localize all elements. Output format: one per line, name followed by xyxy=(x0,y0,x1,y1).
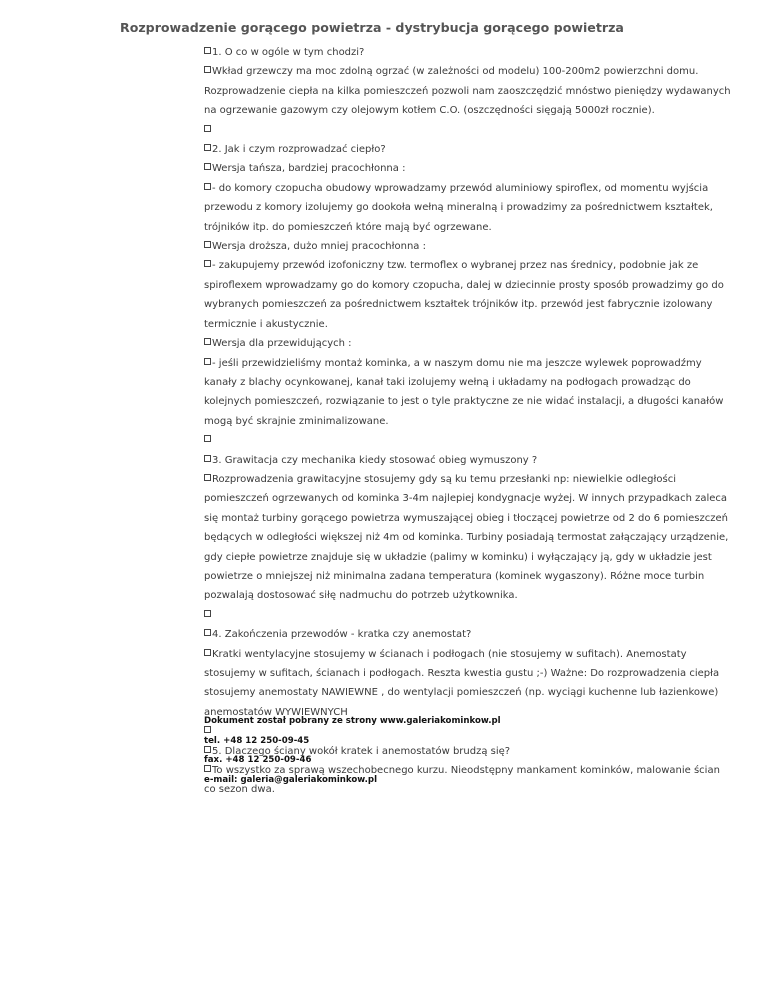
paragraph: Wersja tańsza, bardziej pracochłonna : xyxy=(204,159,732,178)
paragraph: - do komory czopucha obudowy wprowadzamy przewód aluminiowy spiroflex, od momentu wyjścia przewodu z komory izolujemy go dookoła wełną mineralną i prowadzimy za pośrednictwem kształtek, trójników itp. do pomieszczeń które mają być ogrzewane. xyxy=(204,182,713,233)
paragraph: 3. Grawitacja czy mechanika kiedy stosować obieg wymuszony ? xyxy=(204,451,732,470)
paragraph: 2. Jak i czym rozprowadzać ciepło? xyxy=(204,140,732,159)
square-bullet-icon xyxy=(204,629,211,636)
square-bullet-icon xyxy=(204,125,211,132)
paragraph xyxy=(204,606,732,625)
paragraph: Wkład grzewczy ma moc zdolną ogrzać (w zależności od modelu) 100-200m2 powierzchni domu. Rozprowadzenie ciepła na kilka pomieszczeń pozwoli nam zaoszczędzić mnóstwo pieniędzy wydawanych na ogrzewanie gazowym czy olejowym kotłem C.O. (oszczędności sięgają 5000zł rocznie). xyxy=(204,66,731,117)
paragraph: Wersja droższa, dużo mniej pracochłonna : xyxy=(204,237,732,256)
paragraph: 5. Dlaczego ściany wokół kratek i anemostatów brudzą się? xyxy=(204,742,732,761)
square-bullet-icon xyxy=(204,455,211,462)
footer-fax: fax. +48 12 250-09-46 xyxy=(204,755,312,766)
paragraph: 4. Zakończenia przewodów - kratka czy anemostat? xyxy=(204,625,732,644)
square-bullet-icon xyxy=(204,66,211,73)
square-bullet-icon xyxy=(204,435,211,442)
square-bullet-icon xyxy=(204,338,211,345)
square-bullet-icon xyxy=(204,163,211,170)
square-bullet-icon xyxy=(204,183,211,190)
paragraph: Rozprowadzenia grawitacyjne stosujemy gdy są ku temu przesłanki np: niewielkie odległości pomieszczeń ogrzewanych od kominka 3-4m najlepiej kondygnacje wyżej. W innych przypadkach zaleca się montaż turbiny gorącego powietrza wymuszającej obieg i tłoczącej powietrze od 2 do 6 pomieszczeń będących w odległości większej niż 4m od kominka. Turbiny posiadają termostat załączający urządzenie, gdy ciepłe powietrze znajduje się w układzie (palimy w kominku) i wyłączający ją, gdy w układzie jest powietrze o mniejszej niż minimalna zadana temperatura (kominek wygaszony). Różne moce turbin pozwalają dostosować siłę nadmuchu do potrzeb użytkownika. xyxy=(204,473,729,602)
paragraph: 1. O co w ogóle w tym chodzi? xyxy=(204,43,732,62)
paragraph: To wszystko za sprawą wszechobecnego kurzu. Nieodstępny mankament kominków, malowanie ścian co sezon dwa. xyxy=(204,765,720,796)
square-bullet-icon xyxy=(204,47,211,54)
paragraph xyxy=(204,121,732,140)
square-bullet-icon xyxy=(204,144,211,151)
footer-source: Dokument został pobrany ze strony www.galeriakominkow.pl xyxy=(204,716,501,726)
paragraph: - jeśli przewidzieliśmy montaż kominka, a w naszym domu nie ma jeszcze wylewek poprowadźmy kanały z blachy ocynkowanej, kanał taki izolujemy wełną i układamy na podłogach prowadząc do kolejnych pomieszczeń, rozwiązanie to jest o tyle praktyczne ze nie widać instalacji, a długości kanałów mogą być skrajnie zminimalizowane. xyxy=(204,357,724,427)
square-bullet-icon xyxy=(204,474,211,481)
paragraph: Wersja dla przewidujących : xyxy=(204,334,732,353)
square-bullet-icon xyxy=(204,649,211,656)
paragraph: Kratki wentylacyjne stosujemy w ścianach i podłogach (nie stosujemy w sufitach). Anemostaty stosujemy w sufitach, ścianach i podłogach. Reszta kwestia gustu ;-) Ważne: Do rozprowadzenia ciepła stosujemy anemostaty NAWIEWNE , do wentylacji pomieszczeń (np. wyciągi kuchenne lub łazienkowe) anemostatów WYWIEWNYCH xyxy=(204,648,720,718)
document-footer xyxy=(204,712,724,790)
paragraph xyxy=(204,431,732,450)
paragraph: - zakupujemy przewód izofoniczny tzw. termoflex o wybranej przez nas średnicy, podobnie jak ze spiroflexem wprowadzamy go do komory czopucha, dalej w dziecinnie prosty sposób prowadzimy go do wybranych pomieszczeń za pośrednictwem kształtek trójników itp. przewód jest fabrycznie izolowany termicznie i akustycznie. xyxy=(204,260,724,330)
square-bullet-icon xyxy=(204,241,211,248)
square-bullet-icon xyxy=(204,260,211,267)
document-title: Rozprowadzenie gorącego powietrza - dystrybucja gorącego powietrza xyxy=(120,20,624,35)
footer-phone: tel. +48 12 250-09-45 xyxy=(204,735,310,746)
footer-email: e-mail: galeria@galeriakominkow.pl xyxy=(204,774,378,785)
document-body xyxy=(204,43,732,800)
square-bullet-icon xyxy=(204,358,211,365)
square-bullet-icon xyxy=(204,610,211,617)
